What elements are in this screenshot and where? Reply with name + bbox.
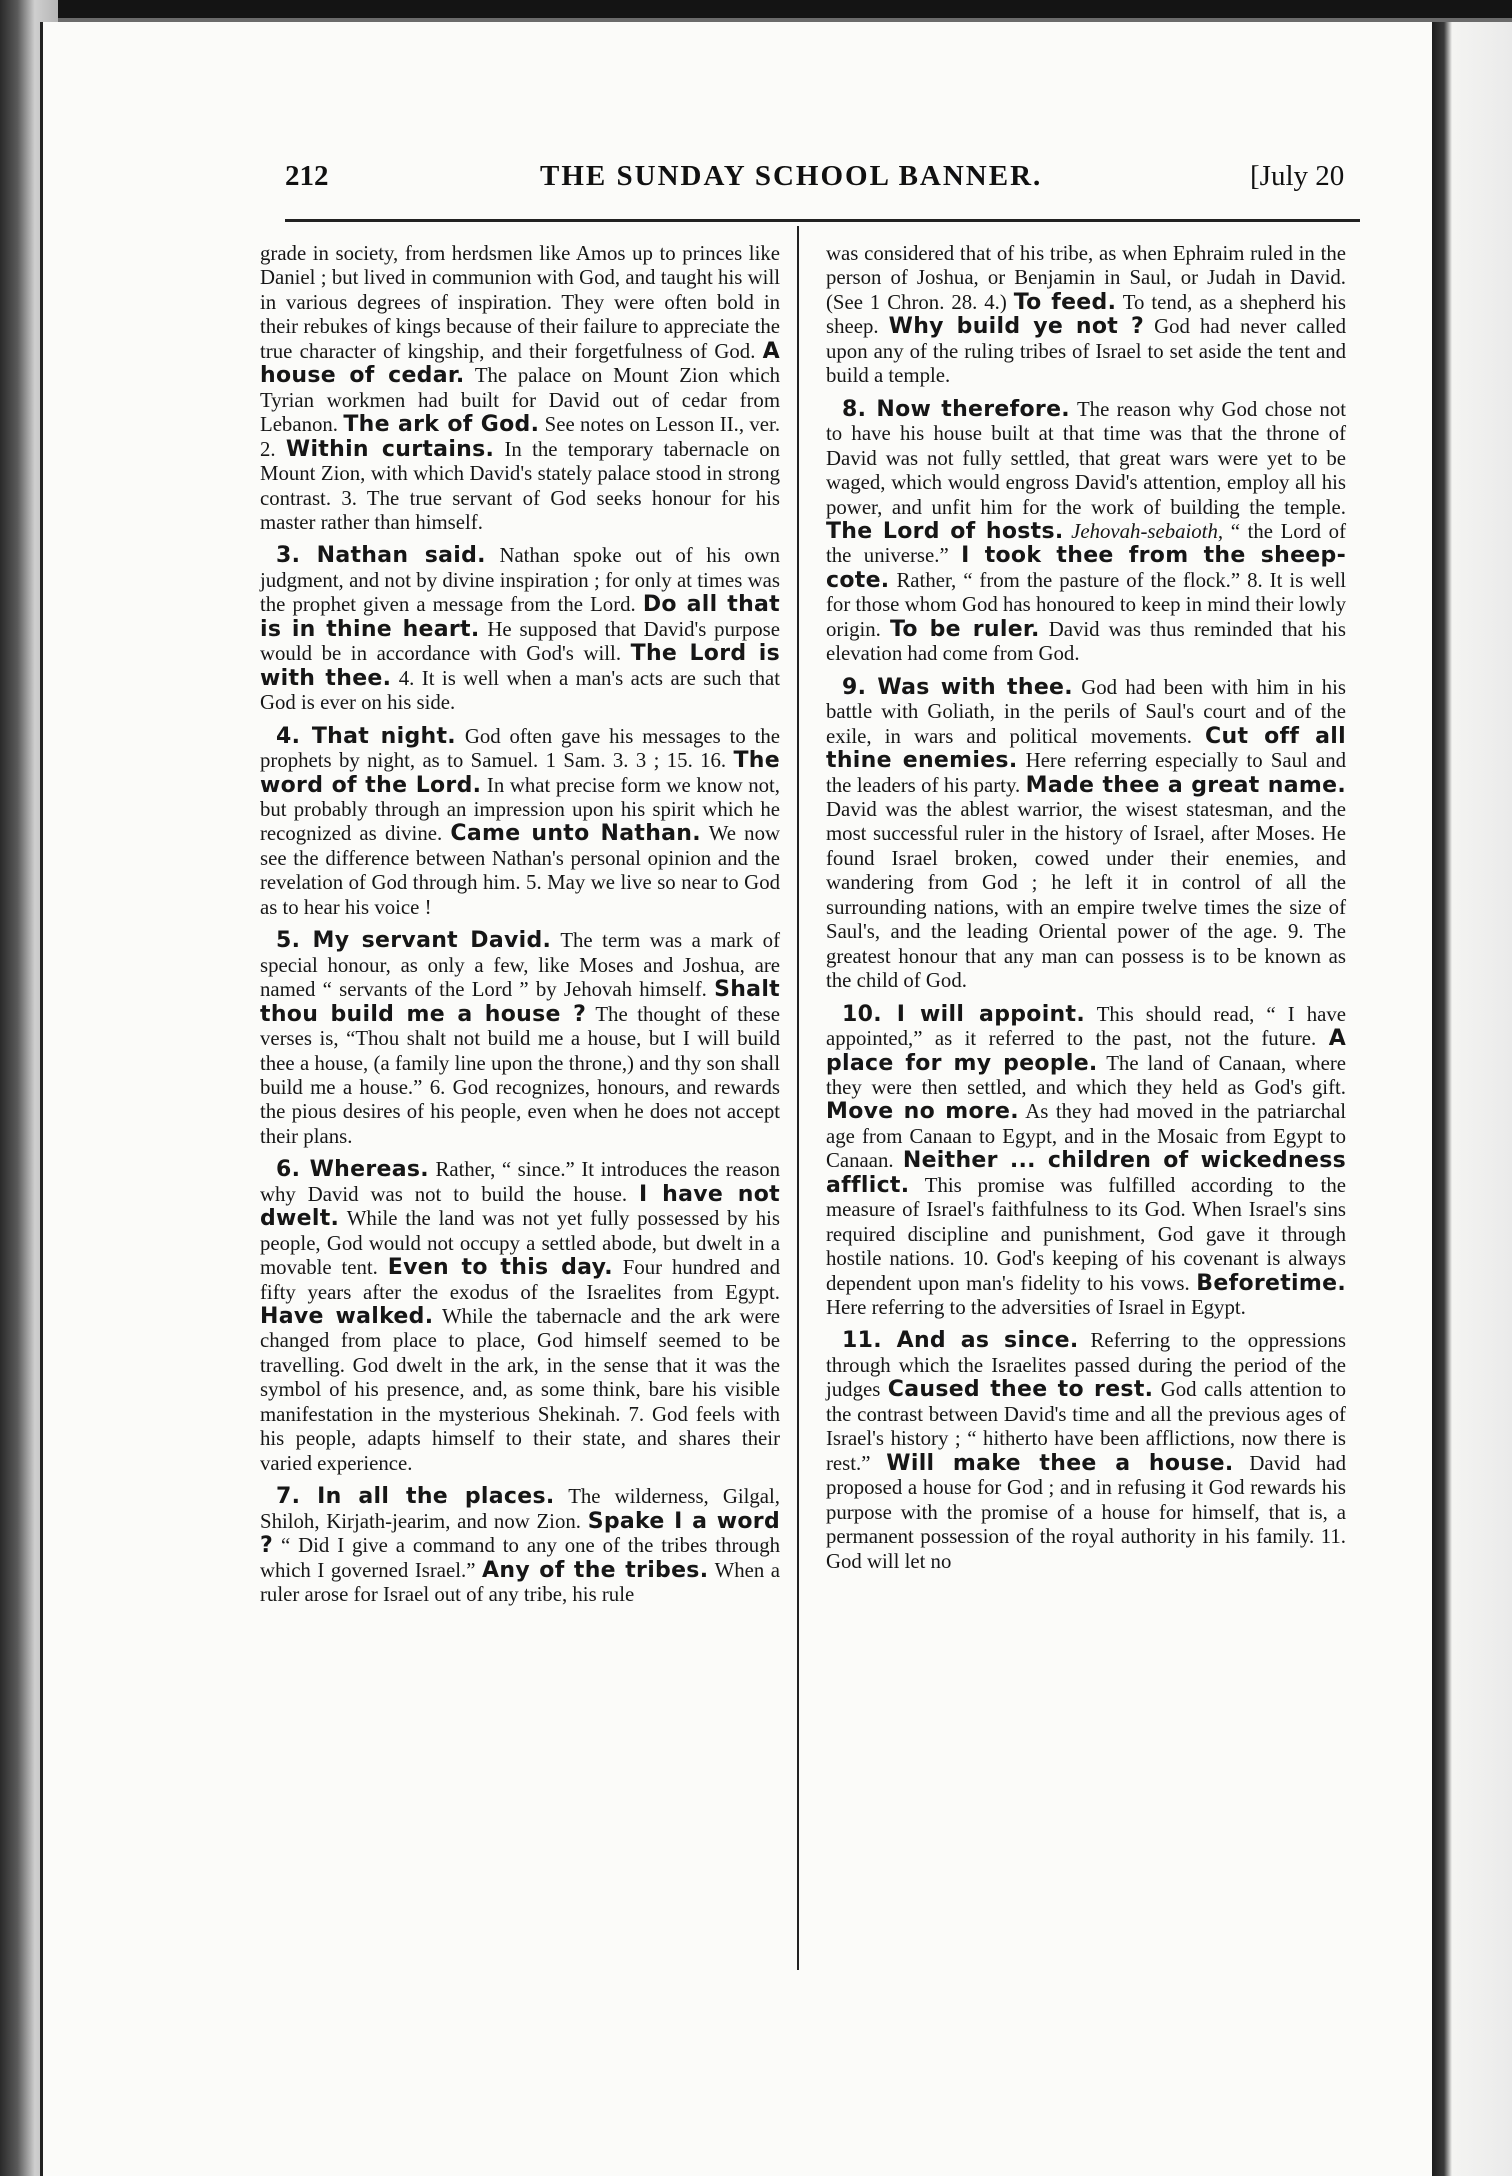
paragraph — [260, 725, 780, 921]
right-column — [826, 242, 1346, 1583]
body-text: Referring to the oppressions through which the Israelites passed during the period of the judges — [826, 1329, 1347, 1402]
body-text: As they had moved in the patriarchal age from Canaan to Egypt, and in the Mosaic from Egypt to Canaan. — [826, 1100, 1346, 1173]
verse-heading: Neither ... children of wickedness afflict. — [826, 1148, 1346, 1198]
verse-heading: Will make thee a house. — [886, 1450, 1234, 1476]
verse-heading: Came unto Nathan. — [450, 821, 701, 847]
paragraph — [826, 398, 1346, 667]
body-text: Four hundred and fifty years after the exodus of the Israelites from Egypt. — [260, 1256, 781, 1304]
verse-heading: To feed. — [1013, 289, 1117, 315]
scan-top-border — [0, 0, 1512, 18]
paragraph — [260, 242, 780, 535]
verse-heading: Beforetime. — [1196, 1270, 1346, 1296]
body-text: “ Did I give a command to any one of the tribes through which I governed Israel.” — [260, 1534, 780, 1582]
verse-heading: Shalt thou build me a house ? — [260, 977, 780, 1027]
body-text: The thought of these verses is, “Thou shalt not build me a house, but I will build thee a house, (a family line upon the throne,) and thy son shall build me a house.” 6. God recognizes, honours, and rewards the pious desires of his people, even when he does not accept their plans. — [260, 1002, 780, 1148]
left-column — [260, 242, 780, 1616]
body-text: This should read, “ I have appointed,” as it referred to the past, not the future. — [826, 1002, 1346, 1051]
body-text: This promise was fulfilled according to the measure of Israel's faithfulness to its God. When Israel's sins required discipline and punishment, God gave it through hostile nations. 10. God's keeping of his covenant is always dependent upon man's fidelity to his vows. — [826, 1173, 1347, 1295]
verse-heading: I have not dwelt. — [260, 1181, 780, 1232]
body-text: God often gave his messages to the prophets by night, as to Samuel. 1 Sam. 3. 3 ; 15. 16. — [260, 724, 781, 773]
italic-term: Jehovah-sebaioth, — [1071, 519, 1224, 543]
publication-title: THE SUNDAY SCHOOL BANNER. — [540, 160, 1043, 192]
body-text: In what precise form we know not, but probably through an impression upon his spirit which he recognized as divine. — [260, 773, 780, 846]
body-text: The reason why God chose not to have his house built at that time was that the throne of David was not fully settled, that great wars were yet to be waged, which would engross David's attention, employ all his power, and unfit him for the work of building the temple. — [826, 397, 1346, 519]
body-text: David had proposed a house for God ; and in refusing it God rewards his purpose with the promise of a house for himself, that is, a permanent possession of the royal authority in his family. 11. God will let no — [826, 1451, 1346, 1573]
body-text: He supposed that David's purpose would be in accordance with God's will. — [260, 617, 781, 666]
verse-heading: 5. My servant David. — [276, 928, 552, 954]
body-text: When a ruler arose for Israel out of any tribe, his rule — [260, 1558, 781, 1607]
paragraph — [826, 676, 1346, 994]
verse-heading: The Lord of hosts. — [826, 518, 1064, 544]
issue-date: [July 20 — [1250, 160, 1345, 192]
body-text: Here referring especially to Saul and the leaders of his party. — [826, 749, 1347, 797]
paragraph — [260, 544, 780, 715]
verse-heading: I took thee from the sheep-cote. — [826, 543, 1347, 593]
body-text: While the tabernacle and the ark were changed from place to place, God himself seemed to be travelling. God dwelt in the ark, in the sense that it was the symbol of his presence, and, as some think, bare his visible manifestation in the mysterious Shekinah. 7. God feels with his people, adapts himself to their state, and shares their varied experience. — [260, 1305, 780, 1475]
verse-heading: 9. Was with thee. — [842, 674, 1073, 700]
paragraph — [826, 1003, 1346, 1321]
verse-heading: Do all that is in thine heart. — [260, 592, 781, 642]
body-text: Rather, “ from the pasture of the flock.” 8. It is well for those whom God has honoured to keep in mind their lowly origin. — [826, 568, 1346, 641]
verse-heading: The ark of God. — [343, 412, 540, 438]
body-text: God had been with him in his battle with Goliath, in the perils of Saul's court and of the exile, in wars and political movements. — [826, 675, 1346, 748]
verse-heading: Why build ye not ? — [888, 314, 1145, 340]
verse-heading: A place for my people. — [826, 1026, 1347, 1076]
verse-heading: The word of the Lord. — [260, 748, 780, 798]
verse-heading: 10. I will appoint. — [842, 1001, 1085, 1027]
verse-heading: Spake I a word ? — [260, 1508, 780, 1559]
body-text: grade in society, from herdsmen like Amos up to princes like Daniel ; but lived in communion with God, and taught his will in various degrees of inspiration. They were often bold in their rebukes of kings because of their failure to appreciate the true character of kingship, and their forgetfulness of God. — [260, 242, 780, 363]
verse-heading: Any of the tribes. — [482, 1557, 709, 1583]
body-text: To tend, as a shepherd his sheep. — [826, 290, 1346, 339]
body-text: “ the Lord of the universe.” — [826, 519, 1346, 568]
body-text: was considered that of his tribe, as when Ephraim ruled in the person of Joshua, or Benjamin in Saul, or Judah in David. (See 1 Chron. 28. 4.) — [826, 242, 1346, 314]
body-text: The term was a mark of special honour, as only a few, like Moses and Joshua, are named “ servants of the Lord ” by Jehovah himself. — [260, 929, 781, 1002]
verse-heading: Cut off all thine enemies. — [826, 723, 1346, 774]
verse-heading: A house of cedar. — [260, 338, 780, 389]
column-divider — [797, 226, 799, 1970]
paragraph — [260, 929, 780, 1149]
body-text: Here referring to the adversities of Israel in Egypt. — [826, 1296, 1246, 1320]
body-text: See notes on Lesson II., ver. 2. — [260, 413, 781, 461]
body-text: We now see the difference between Nathan's personal opinion and the revelation of God through him. 5. May we live so near to God as to hear his voice ! — [260, 822, 780, 919]
verse-heading: Move no more. — [826, 1099, 1019, 1125]
verse-heading: 3. Nathan said. — [276, 543, 486, 569]
body-text: 4. It is well when a man's acts are such that God is ever on his side. — [260, 666, 781, 715]
verse-heading: 4. That night. — [276, 723, 456, 749]
body-text: Rather, “ since.” It introduces the reason why David was not to build the house. — [260, 1158, 781, 1206]
verse-heading: Have walked. — [260, 1304, 434, 1330]
verse-heading: The Lord is with thee. — [260, 641, 780, 691]
paragraph — [260, 1485, 780, 1607]
paragraph — [260, 1158, 780, 1476]
body-text: David was thus reminded that his elevation had come from God. — [826, 617, 1346, 666]
verse-heading: To be ruler. — [889, 616, 1040, 642]
header-rule — [285, 219, 1360, 222]
body-text: While the land was not yet fully possessed by his people, God would not occupy a settled abode, but dwelt in a movable tent. — [260, 1207, 780, 1280]
running-header — [0, 160, 1512, 208]
paragraph — [826, 242, 1346, 389]
body-text: In the temporary tabernacle on Mount Zion, with which David's stately palace stood in strong contrast. 3. The true servant of God seeks honour for his master rather than himself. — [260, 437, 780, 534]
verse-heading: Within curtains. — [285, 436, 495, 462]
body-text: The land of Canaan, where they were then settled, and which they held as God's gift. — [826, 1051, 1346, 1099]
body-text: God calls attention to the contrast between David's time and all the previous ages of Israel's history ; “ hitherto have been afflictions, now there is rest.” — [826, 1378, 1346, 1475]
body-text: David was the ablest warrior, the wisest statesman, and the most successful ruler in the history of Israel, after Moses. He found Israel broken, cowed under their enemies, and wandering from God ; he left it in control of all the surrounding nations, with an empire twelve times the size of Saul's, and the leading Oriental power of the age. 9. The greatest honour that any man can possess is to be known as the child of God. — [826, 797, 1346, 993]
verse-heading: 8. Now therefore. — [842, 396, 1070, 422]
book-right-edge — [1432, 22, 1512, 2176]
verse-heading: Caused thee to rest. — [887, 1377, 1154, 1403]
paragraph — [826, 1329, 1346, 1574]
body-text: The wilderness, Gilgal, Shiloh, Kirjath-jearim, and now Zion. — [260, 1485, 780, 1533]
body-text: God had never called upon any of the ruling tribes of Israel to set aside the tent and build a temple. — [826, 315, 1346, 388]
page-number: 212 — [285, 160, 329, 192]
verse-heading: 6. Whereas. — [276, 1157, 429, 1183]
body-text: Nathan spoke out of his own judgment, and not by divine inspiration ; for only at times was the prophet given a message from the Lord. — [260, 544, 781, 617]
verse-heading: 11. And as since. — [842, 1328, 1079, 1354]
body-text: The palace on Mount Zion which Tyrian workmen had built for David out of cedar from Lebanon. — [260, 364, 780, 437]
verse-heading: 7. In all the places. — [276, 1484, 555, 1510]
verse-heading: Made thee a great name. — [1025, 772, 1347, 798]
verse-heading: Even to this day. — [387, 1255, 613, 1281]
